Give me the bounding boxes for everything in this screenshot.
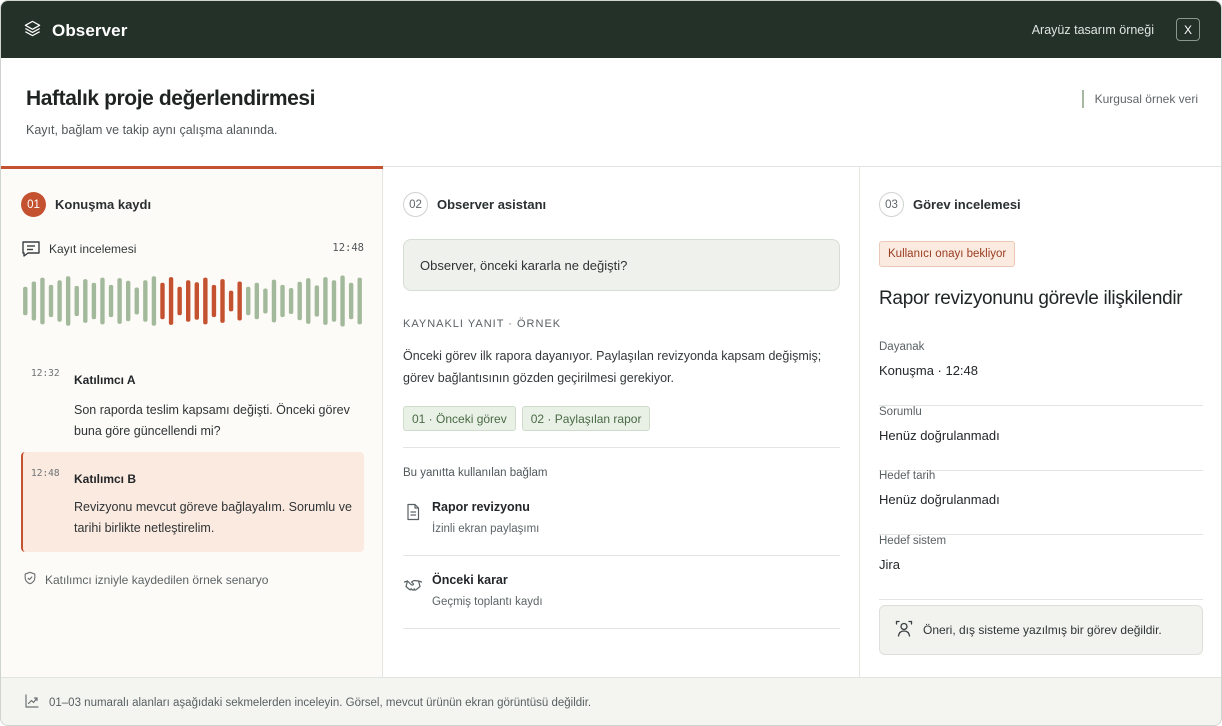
waveform-bar <box>117 278 121 324</box>
status-badge: Kullanıcı onayı bekliyor <box>879 241 1015 267</box>
waveform-bar <box>66 276 70 325</box>
waveform-bar <box>323 277 327 325</box>
waveform-bar <box>332 280 336 322</box>
waveform-bar <box>143 280 147 322</box>
assistant-answer: Önceki görev ilk rapora dayanıyor. Paylaşılan revizyonda kapsam değişmiş; görev bağlantısının gözden geçirilmesi gerekiyor. <box>403 349 822 385</box>
note-text: Öneri, dış sisteme yazılmış bir görev değildir. <box>923 623 1162 637</box>
source-chip[interactable]: 02 · Paylaşılan rapor <box>522 406 651 431</box>
waveform-bar-highlighted <box>169 277 173 325</box>
waveform-bar <box>40 278 44 325</box>
waveform-bar <box>135 287 139 314</box>
field-label: Hedef sistem <box>879 535 947 547</box>
waveform-bar-highlighted <box>160 283 164 319</box>
waveform-bar <box>49 285 53 317</box>
source-chip[interactable]: 01 · Önceki görev <box>403 406 516 431</box>
waveform-bar <box>315 285 319 316</box>
divider <box>403 555 840 556</box>
panel-title: Observer asistanı <box>437 197 547 212</box>
waveform-bar-highlighted <box>237 282 241 321</box>
close-button[interactable]: X <box>1176 18 1200 41</box>
step-number-badge: 03 <box>879 192 904 217</box>
waveform-bar <box>255 283 259 319</box>
transcript-message[interactable] <box>21 353 364 453</box>
page-subtitle: Kayıt, bağlam ve takip aynı çalışma alanında. <box>26 123 278 137</box>
brand <box>23 19 127 43</box>
person-icon <box>894 619 923 642</box>
waveform-bar <box>92 283 96 319</box>
document-icon <box>403 502 423 522</box>
panel-header-task <box>879 192 1021 217</box>
top-bar <box>1 1 1222 58</box>
waveform-bar <box>340 276 344 327</box>
message-author: Katılımcı B <box>74 472 137 486</box>
transcript-message-highlighted[interactable] <box>21 452 364 552</box>
message-time: 12:32 <box>31 368 60 379</box>
waveform-bar <box>100 278 104 325</box>
field-target-system[interactable] <box>879 535 1203 600</box>
field-value: Henüz doğrulanmadı <box>879 428 1000 443</box>
context-item[interactable] <box>403 573 840 613</box>
handshake-icon <box>403 575 423 595</box>
waveform-bar <box>297 282 301 320</box>
waveform-bar <box>23 287 27 316</box>
context-label: Bu yanıtta kullanılan bağlam <box>403 467 548 479</box>
field-label: Hedef tarih <box>879 470 936 482</box>
consent-text: Katılımcı izniyle kaydedilen örnek senaryo <box>45 572 269 587</box>
shield-check-icon <box>23 571 45 588</box>
waveform-bar <box>263 289 267 314</box>
consent-note <box>23 571 268 588</box>
field-due-date[interactable] <box>879 470 1203 535</box>
recording-review-row[interactable] <box>21 240 364 258</box>
page-header <box>1 58 1222 167</box>
suggestion-note <box>879 605 1203 655</box>
task-review-panel <box>860 167 1222 677</box>
footer-text: 01–03 numaralı alanları aşağıdaki sekmelerden inceleyin. Görsel, mevcut ürünün ekran görüntüsü değildir. <box>49 696 592 709</box>
field-label: Dayanak <box>879 341 925 353</box>
context-title: Önceki karar <box>432 573 508 587</box>
panel-header-assistant <box>403 192 546 217</box>
trend-chart-icon <box>24 693 49 712</box>
waveform-bar <box>246 287 250 316</box>
message-author: Katılımcı A <box>74 373 136 387</box>
waveform-bar <box>289 288 293 314</box>
field-basis <box>879 341 1203 406</box>
waveform-bar <box>109 285 113 317</box>
panel-header-conversation <box>21 192 151 217</box>
waveform-bar <box>32 282 36 321</box>
waveform-bar <box>152 276 156 325</box>
audio-waveform[interactable] <box>21 275 364 327</box>
context-title: Rapor revizyonu <box>432 500 530 514</box>
waveform-bar <box>349 283 353 319</box>
field-value: Konuşma · 12:48 <box>879 363 979 378</box>
design-caption: Arayüz tasarım örneği <box>1031 22 1154 37</box>
app-name: Observer <box>52 21 128 40</box>
waveform-bar <box>126 281 130 322</box>
panel-title: Konuşma kaydı <box>55 197 152 212</box>
message-icon <box>21 240 41 258</box>
waveform-bar <box>57 280 61 322</box>
field-value: Jira <box>879 557 900 572</box>
recording-label: Kayıt incelemesi <box>49 242 137 256</box>
step-number-badge: 02 <box>403 192 428 217</box>
waveform-bar-highlighted <box>220 279 224 323</box>
waveform-bar-highlighted <box>229 291 233 312</box>
waveform-bar-highlighted <box>177 287 181 316</box>
field-value: Henüz doğrulanmadı <box>879 492 1000 507</box>
message-text: Revizyonu mevcut göreve bağlayalım. Sorumlu ve tarihi birlikte netleştirelim. <box>74 500 352 535</box>
context-item[interactable] <box>403 500 840 540</box>
waveform-bar <box>306 278 310 324</box>
message-time: 12:48 <box>31 468 60 479</box>
waveform-bar <box>272 280 276 323</box>
panel-title: Görev incelemesi <box>913 197 1021 212</box>
waveform-bar-highlighted <box>186 280 190 322</box>
waveform-bar-highlighted <box>195 282 199 319</box>
conversation-panel <box>1 167 383 677</box>
waveform-bar <box>75 286 79 316</box>
context-subtitle: İzinli ekran paylaşımı <box>432 523 540 535</box>
assistant-panel <box>383 167 860 677</box>
layers-icon <box>23 19 42 43</box>
waveform-bar <box>358 278 362 325</box>
page-title: Haftalık proje değerlendirmesi <box>26 87 316 110</box>
field-owner[interactable] <box>879 406 1203 471</box>
divider <box>403 447 840 448</box>
sample-data-tag: Kurgusal örnek veri <box>1082 90 1198 108</box>
waveform-bar <box>280 285 284 317</box>
context-subtitle: Geçmiş toplantı kaydı <box>432 596 543 608</box>
step-number-badge: 01 <box>21 192 46 217</box>
top-actions <box>1032 18 1200 41</box>
divider <box>403 628 840 629</box>
source-chips <box>403 406 656 431</box>
waveform-bar <box>83 279 87 323</box>
waveform-bar-highlighted <box>212 285 216 317</box>
field-label: Sorumlu <box>879 406 922 418</box>
user-question: Observer, önceki kararla ne değişti? <box>403 239 840 291</box>
waveform-bar-highlighted <box>203 278 207 325</box>
task-title: Rapor revizyonunu görevle ilişkilendir <box>879 288 1183 309</box>
footer <box>1 677 1222 726</box>
message-text: Son raporda teslim kapsamı değişti. Önceki görev buna göre güncellendi mi? <box>74 403 350 438</box>
answer-kicker: KAYNAKLI YANIT · ÖRNEK <box>403 318 562 330</box>
recording-time: 12:48 <box>332 242 364 254</box>
